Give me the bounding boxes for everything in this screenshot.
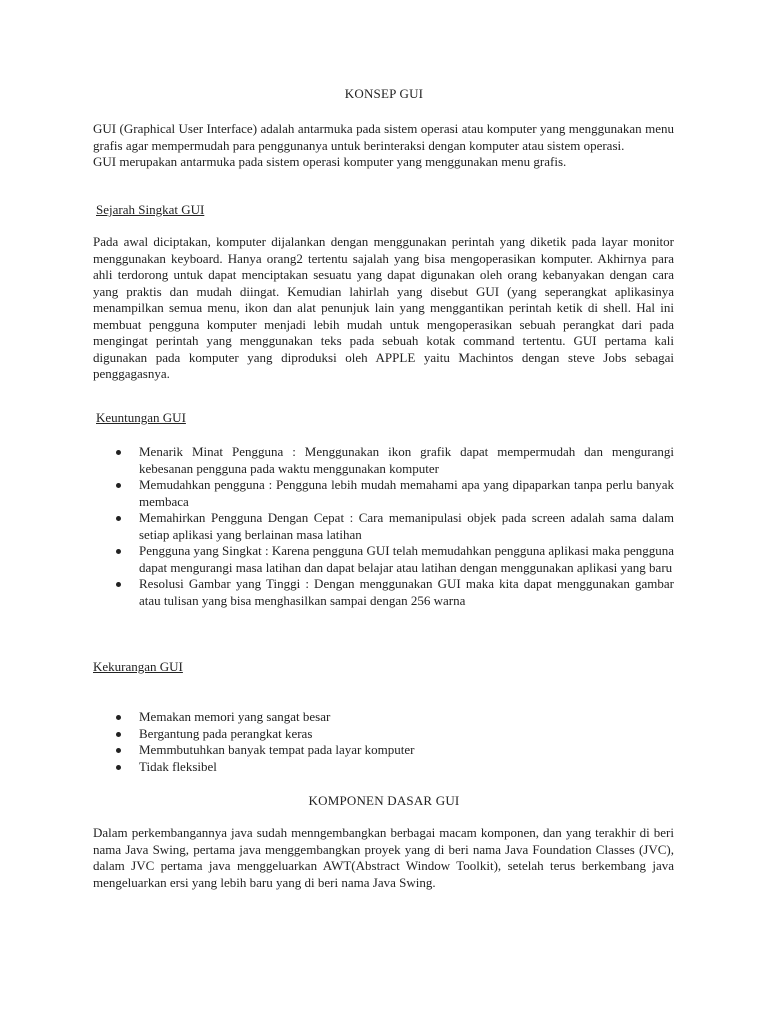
- list-item: Bergantung pada perangkat keras: [93, 726, 674, 743]
- list-item: Pengguna yang Singkat : Karena pengguna GUI telah memudahkan pengguna aplikasi maka pengguna dapat mengurangi masa latihan dan dapat belajar atau latihan dengan menggunakan aplikasi yang baru: [93, 543, 674, 576]
- keuntungan-heading: Keuntungan GUI: [96, 410, 186, 425]
- keuntungan-section: [93, 444, 674, 609]
- list-item: Memahirkan Pengguna Dengan Cepat : Cara memanipulasi objek pada screen adalah sama dalam setiap aplikasi yang berlainan masa latihan: [93, 510, 674, 543]
- kekurangan-section: [93, 709, 674, 775]
- komponen-section: [93, 825, 674, 891]
- page-title: KONSEP GUI: [344, 86, 424, 101]
- list-item: Memmbutuhkan banyak tempat pada layar komputer: [93, 742, 674, 759]
- sejarah-section: [93, 234, 674, 383]
- komponen-paragraph: Dalam perkembangannya java sudah menngembangkan berbagai macam komponen, dan yang terakhir di beri nama Java Swing, pertama java menggembangkan proyek yang di beri nama Java Foundation Classes (JVC), dalam JVC pertama java menggeluarkan AWT(Abstract Window Toolkit), setelah terus berkembang java mengeluarkan ersi yang lebih baru yang di beri nama Java Swing.: [93, 825, 674, 890]
- list-item: Memakan memori yang sangat besar: [93, 709, 674, 726]
- list-item: Memudahkan pengguna : Pengguna lebih mudah memahami apa yang dipaparkan tanpa perlu banyak membaca: [93, 477, 674, 510]
- sejarah-heading: Sejarah Singkat GUI: [96, 202, 205, 217]
- intro-section: [93, 121, 674, 171]
- keuntungan-list: [93, 444, 674, 609]
- intro-paragraph: GUI (Graphical User Interface) adalah antarmuka pada sistem operasi atau komputer yang menggunakan menu grafis agar mempermudah para penggunanya untuk berinteraksi dengan komputer atau sistem operasi.: [93, 121, 674, 153]
- kekurangan-heading: Kekurangan GUI: [93, 659, 183, 674]
- sejarah-paragraph: Pada awal diciptakan, komputer dijalankan dengan menggunakan perintah yang diketik pada layar monitor menggunakan keyboard. Hanya orang2 tertentu sajalah yang bisa mengoperasikan komputer. Akhirnya para ahli terdorong untuk dapat menciptakan sesuatu yang dapat digunakan oleh orang kebanyakan dengan cara yang praktis dan mudah diingat. Kemudian lahirlah yang disebut GUI (yang seperangkat aplikasinya menampilkan semua menu, ikon dan alat penunjuk lain yang menggantikan perintah ketik di shell. Hal ini membuat pengguna komputer menjadi lebih mudah untuk mengoperasikan sebuah perangkat dari pada mengingat perintah yang menggunakan teks pada sebuah kotak command tertentu. GUI pertama kali digunakan pada komputer yang diproduksi oleh APPLE yaitu Machintos dengan steve Jobs sebagai penggagasnya.: [93, 234, 674, 381]
- list-item: Tidak fleksibel: [93, 759, 674, 776]
- list-item: Resolusi Gambar yang Tinggi : Dengan menggunakan GUI maka kita dapat menggunakan gambar atau tulisan yang bisa menghasilkan sampai dengan 256 warna: [93, 576, 674, 609]
- list-item: Menarik Minat Pengguna : Menggunakan ikon grafik dapat mempermudah dan mengurangi kebesanan pengguna pada waktu menggunakan komputer: [93, 444, 674, 477]
- komponen-title: KOMPONEN DASAR GUI: [308, 793, 460, 808]
- kekurangan-list: [93, 709, 674, 775]
- intro-paragraph-2: GUI merupakan antarmuka pada sistem operasi komputer yang menggunakan menu grafis.: [93, 154, 567, 169]
